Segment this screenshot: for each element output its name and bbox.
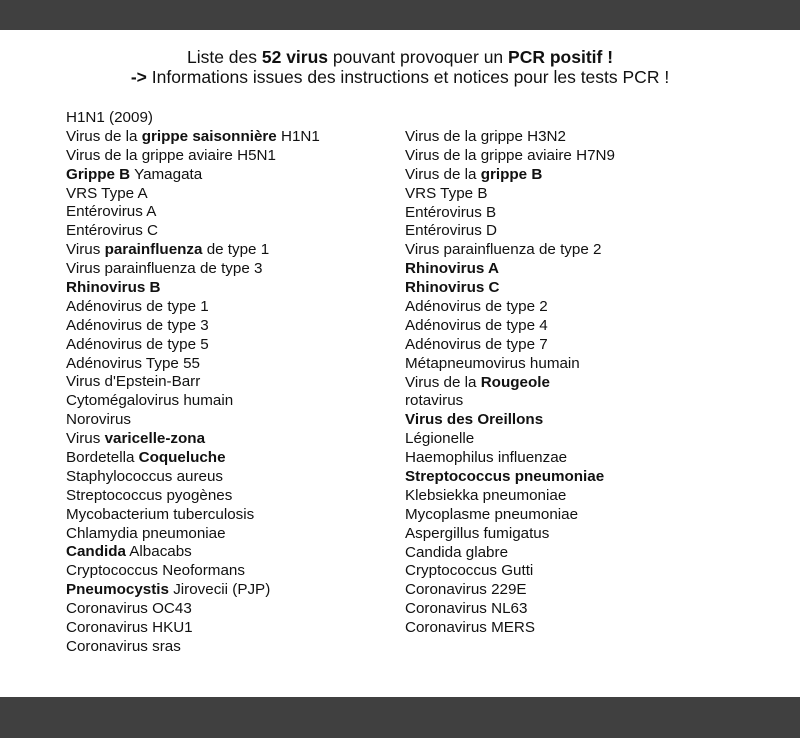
text-run: Streptococcus pyogènes (66, 486, 233, 504)
arrow-icon: -> (130, 67, 147, 87)
text-run: Mycobacterium tuberculosis (66, 505, 255, 523)
bold-text-run: parainfluenza (104, 241, 203, 259)
text-run: Adénovirus Type 55 (66, 354, 200, 372)
list-item (66, 241, 320, 260)
list-item (66, 298, 320, 317)
bold-text-run: Pneumocystis (66, 581, 169, 599)
bold-text-run: PCR positif ! (508, 47, 614, 67)
list-item (66, 147, 320, 166)
text-run: Klebsiekka pneumoniae (405, 486, 567, 504)
text-run: Adénovirus de type 2 (405, 298, 548, 316)
list-item (405, 222, 615, 241)
list-item (66, 600, 320, 619)
virus-list-left-column (66, 109, 320, 657)
text-run: Norovirus (66, 411, 131, 429)
list-item (66, 222, 320, 241)
text-run: Adénovirus de type 7 (405, 335, 548, 353)
text-run: Chlamydia pneumoniae (66, 524, 226, 542)
list-item (66, 109, 320, 128)
bold-text-run: Rhinovirus C (405, 279, 500, 297)
bold-text-run: Rhinovirus B (66, 279, 161, 297)
virus-list-right-column (405, 128, 615, 638)
list-item (405, 562, 615, 581)
text-run: Légionelle (405, 430, 475, 448)
text-run: Métapneumovirus humain (405, 354, 580, 372)
text-run: pouvant provoquer un (328, 47, 509, 67)
text-run: Entérovirus A (66, 203, 157, 221)
text-run: Adénovirus de type 5 (66, 335, 209, 353)
list-item (405, 411, 615, 430)
bold-text-run: grippe saisonnière (141, 127, 277, 145)
text-run: Coronavirus HKU1 (66, 619, 193, 637)
list-item (405, 374, 615, 393)
list-item (405, 449, 615, 468)
list-item (405, 544, 615, 563)
list-item (66, 203, 320, 222)
text-run: Coronavirus 229E (405, 581, 527, 599)
list-item (66, 166, 320, 185)
text-run: Entérovirus C (66, 222, 159, 240)
list-item (66, 487, 320, 506)
list-item (66, 468, 320, 487)
text-run: Virus de la grippe aviaire H5N1 (66, 146, 276, 164)
list-item (405, 600, 615, 619)
list-item (66, 411, 320, 430)
text-run: Virus de la grippe H3N2 (405, 128, 566, 145)
bold-text-run: Virus des Oreillons (405, 411, 544, 429)
list-item (405, 166, 615, 185)
bold-text-run: varicelle-zona (104, 430, 206, 448)
list-item (66, 336, 320, 355)
heading-line-2 (0, 66, 800, 88)
text-run: Coronavirus NL63 (405, 600, 528, 618)
list-item (405, 487, 615, 506)
text-run: Staphylococcus aureus (66, 467, 224, 485)
text-run: Liste des (186, 47, 262, 67)
list-item (66, 317, 320, 336)
text-run: Virus d'Epstein-Barr (66, 373, 201, 391)
list-item (405, 506, 615, 525)
list-item (405, 298, 615, 317)
text-run: Adénovirus de type 1 (66, 297, 209, 315)
text-run: Bordetella (66, 449, 139, 467)
text-run: Virus de la (405, 373, 481, 391)
text-run: de type 1 (202, 241, 270, 259)
list-item (66, 581, 320, 600)
bold-text-run: Rougeole (480, 373, 550, 391)
text-run: Cryptococcus Gutti (405, 562, 534, 580)
list-item (66, 392, 320, 411)
bold-text-run: Rhinovirus A (405, 260, 499, 278)
list-item (66, 373, 320, 392)
text-run: VRS Type B (405, 184, 488, 202)
list-item (66, 128, 320, 147)
text-run: Candida glabre (405, 543, 509, 561)
text-run: Mycoplasme pneumoniae (405, 505, 579, 523)
text-run: rotavirus (405, 392, 464, 410)
list-item (66, 279, 320, 298)
list-item (405, 260, 615, 279)
list-item (405, 279, 615, 298)
list-item (405, 619, 615, 638)
text-run: Coronavirus sras (66, 637, 181, 655)
list-item (66, 506, 320, 525)
top-frame-bar (0, 0, 800, 30)
text-run: Albacabs (125, 543, 192, 561)
text-run: Yamagata (130, 165, 203, 183)
text-run: Haemophilus influenzae (405, 449, 568, 467)
list-item (66, 355, 320, 374)
bold-text-run: 52 virus (261, 47, 329, 67)
heading-line-1 (0, 46, 800, 68)
text-run: Virus (66, 241, 105, 259)
text-run: Adénovirus de type 4 (405, 316, 548, 334)
list-item (66, 449, 320, 468)
text-run: Virus de la (405, 165, 481, 183)
list-item (66, 525, 320, 544)
text-run: Virus de la (66, 127, 142, 145)
text-run: Cryptococcus Neoformans (66, 562, 245, 580)
list-item (405, 392, 615, 411)
list-item (405, 185, 615, 204)
bold-text-run: Coqueluche (138, 449, 226, 467)
list-item (66, 430, 320, 449)
text-run: Jirovecii (PJP) (168, 581, 271, 599)
text-run: Coronavirus OC43 (66, 600, 192, 618)
list-item (405, 317, 615, 336)
list-item (405, 581, 615, 600)
text-run: Entérovirus D (405, 222, 498, 240)
list-item (66, 260, 320, 279)
list-item (405, 525, 615, 544)
list-item (66, 543, 320, 562)
list-item (405, 355, 615, 374)
list-item (66, 562, 320, 581)
list-item (405, 204, 615, 223)
list-item (405, 430, 615, 449)
list-item (66, 185, 320, 204)
text-run: Adénovirus de type 3 (66, 316, 209, 334)
list-item (405, 336, 615, 355)
text-run: Virus parainfluenza de type 2 (405, 241, 602, 259)
list-item (66, 638, 320, 657)
list-item (405, 241, 615, 260)
text-run: Virus parainfluenza de type 3 (66, 260, 263, 278)
text-run: Virus (66, 430, 105, 448)
bold-text-run: Streptococcus pneumoniae (405, 468, 605, 486)
text-run: Virus de la grippe aviaire H7N9 (405, 146, 615, 164)
text-run: Coronavirus MERS (405, 619, 535, 637)
bottom-frame-bar (0, 697, 800, 738)
heading-line-2-text: Informations issues des instructions et notices pour les tests PCR ! (146, 67, 670, 87)
text-run: VRS Type A (66, 184, 148, 202)
text-run: Entérovirus B (405, 203, 497, 221)
text-run: Cytomégalovirus humain (66, 392, 234, 410)
bold-text-run: Candida (66, 543, 126, 561)
bold-text-run: Grippe B (66, 165, 131, 183)
list-item (405, 128, 615, 147)
list-item (405, 468, 615, 487)
list-item (66, 619, 320, 638)
text-run: Aspergillus fumigatus (405, 524, 550, 542)
list-item (405, 147, 615, 166)
bold-text-run: grippe B (480, 165, 543, 183)
text-run: H1N1 (2009) (66, 109, 153, 126)
text-run: H1N1 (276, 127, 320, 145)
